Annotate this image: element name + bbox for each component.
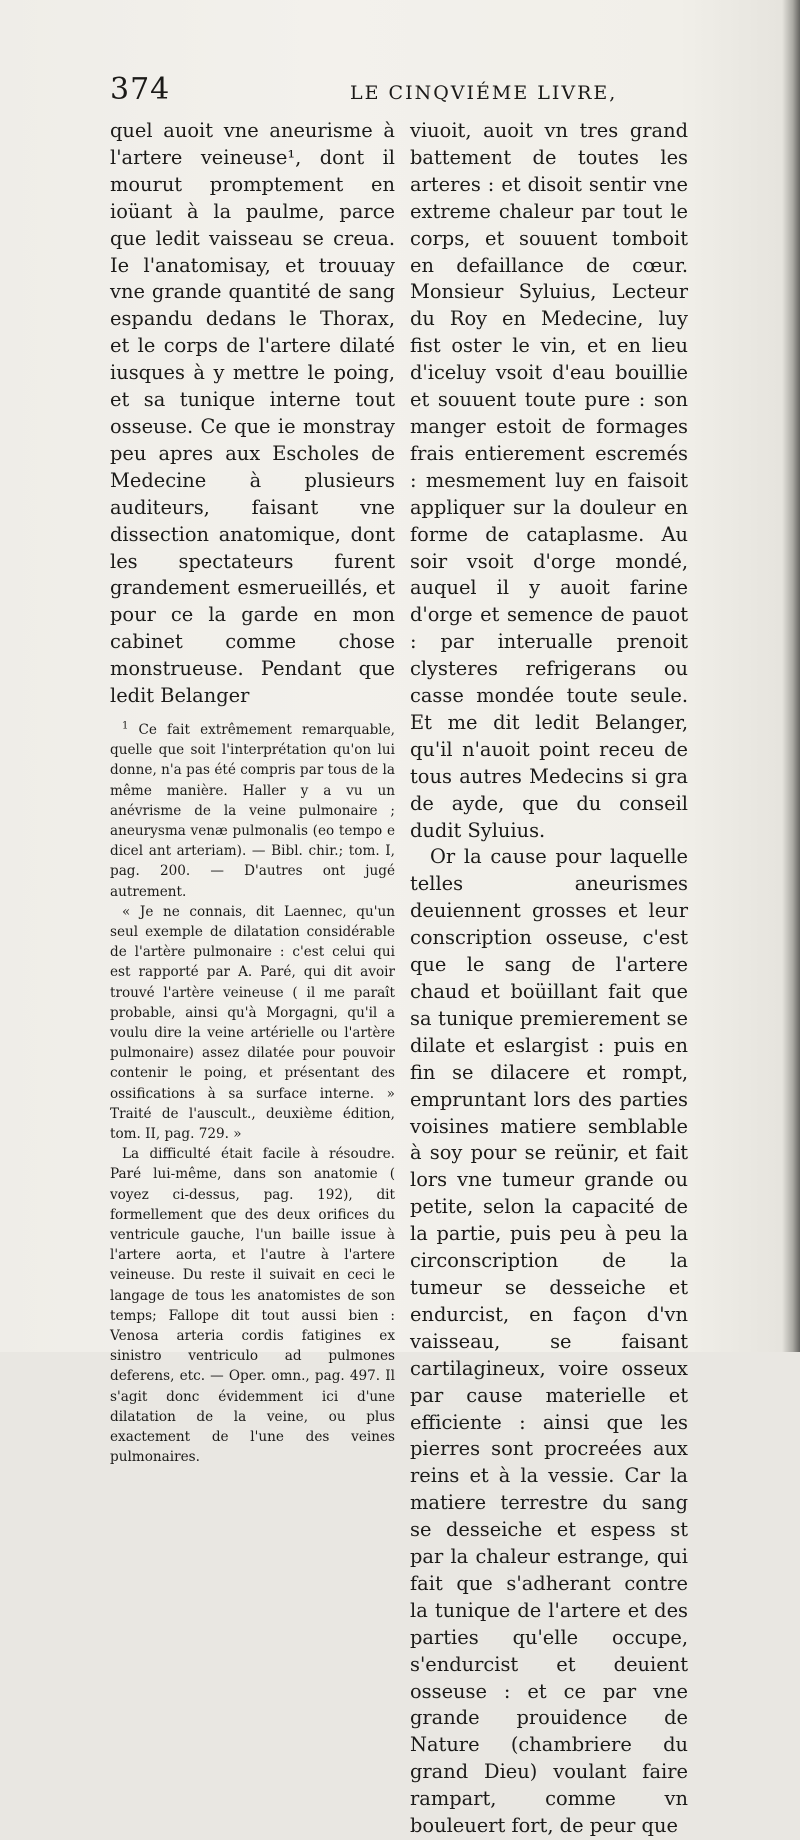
left-paragraph: quel auoit vne aneurisme à l'artere veineuse¹, dont il mourut promptement en ioüant à la paulme, parce que ledit vaisseau se creua. Ie l'anatomisay, et trouuay vne grande quantité de sang espandu dedans le Thorax, et le corps de l'artere dilaté iusques à y mettre le poing, et sa tunique interne tout osseuse. Ce que ie monstray peu apres aux Escholes de Medecine à plusieurs auditeurs, faisant vne dissection anatomique, dont les spectateurs furent grandement esmerueillés, et pour ce la garde en mon cabinet comme chose monstrueuse. Pendant que ledit Belanger	[110, 119, 395, 708]
right-column	[410, 118, 688, 1840]
running-head: LE CINQVIÉME LIVRE,	[350, 82, 618, 104]
footnote	[110, 720, 395, 1468]
footnote-paragraph-3: La difficulté était facile à résoudre. Paré lui-même, dans son anatomie ( voyez ci-dessus, pag. 192), dit formellement que des deux orifices du ventricule gauche, l'un baille issue à l'artere aorta, et l'autre à l'artere veineuse. Du reste il suivait en ceci le langage de tous les anatomistes de son temps; Fallope dit tout aussi bien : Venosa arteria cordis fatigines ex sinistro ventriculo ad pulmones deferens, etc. — Oper. omn., pag. 497. Il s'agit donc évidemment ici d'une dilatation de la veine, ou plus exactement de l'une des veines pulmonaires.	[110, 1146, 395, 1466]
right-paragraph-2: Or la cause pour laquelle telles aneurismes deuiennent grosses et leur conscription osseuse, c'est que le sang de l'artere chaud et boüillant fait que sa tunique premierement se dilate et eslargist : puis en fin se dilacere et rompt, empruntant lors des parties voisines matiere semblable à soy pour se reünir, et fait lors vne tumeur grande ou petite, selon la capacité de la partie, puis peu à peu la circonscription de la tumeur se desseiche et endurcist, en façon d'vn vaisseau, se faisant cartilagineux, voire osseux par cause materielle et efficiente : ainsi que les pierres sont procreées aux reins et à la vessie. Car la matiere terrestre du sang se desseiche et espess st par la chaleur estrange, qui fait que s'adherant contre la tunique de l'artere et des parties qu'elle occupe, s'endurcist et deuient osseuse : et ce par vne grande prouidence de Nature (chambriere du grand Dieu) voulant faire rampart, comme vn bouleuert fort, de peur que	[410, 845, 688, 1838]
page-edge-shadow	[782, 0, 800, 1352]
footnote-paragraph-2: « Je ne connais, dit Laennec, qu'un seul exemple de dilatation considérable de l'artère pulmonaire : c'est celui qui est rapporté par A. Paré, qui dit avoir trouvé l'artère veineuse ( il me paraît probable, ainsi qu'à Morgagni, qu'il a voulu dire la veine artérielle ou l'artère pulmonaire) assez dilatée pour pouvoir contenir le poing, et présentant des ossifications à sa surface interne. » Traité de l'auscult., deuxième édition, tom. II, pag. 729. »	[110, 903, 395, 1142]
footnote-marker: 1	[122, 720, 129, 732]
left-column	[110, 118, 395, 1467]
page-number: 374	[110, 72, 171, 107]
footnote-text-1: Ce fait extrêmement remarquable, quelle que soit l'interprétation qu'on lui donne, n'a pas été compris par tous de la même manière. Haller y a vu un anévrisme de la veine pulmonaire ; aneurysma venæ pulmonalis (eo tempo e dicel ant arteriam). — Bibl. chir.; tom. I, pag. 200. — D'autres ont jugé autrement.	[110, 721, 395, 900]
right-paragraph-1: viuoit, auoit vn tres grand battement de toutes les arteres : et disoit sentir vne extreme chaleur par tout le corps, et souuent tomboit en defaillance de cœur. Monsieur Syluius, Lecteur du Roy en Medecine, luy fist oster le vin, et en lieu d'iceluy vsoit d'eau bouillie et souuent toute pure : son manger estoit de formages frais entierement escremés : mesmement luy en faisoit appliquer sur la douleur en forme de cataplasme. Au soir vsoit d'orge mondé, auquel il y auoit farine d'orge et semence de pauot : par interualle prenoit clysteres refrigerans ou casse mondée toute seule. Et me dit ledit Belanger, qu'il n'auoit point receu de tous autres Medecins si gra de ayde, que du conseil dudit Syluius.	[410, 119, 688, 842]
left-main-text	[110, 118, 395, 710]
page-header	[110, 72, 670, 112]
footnote-paragraph-1	[110, 720, 395, 902]
